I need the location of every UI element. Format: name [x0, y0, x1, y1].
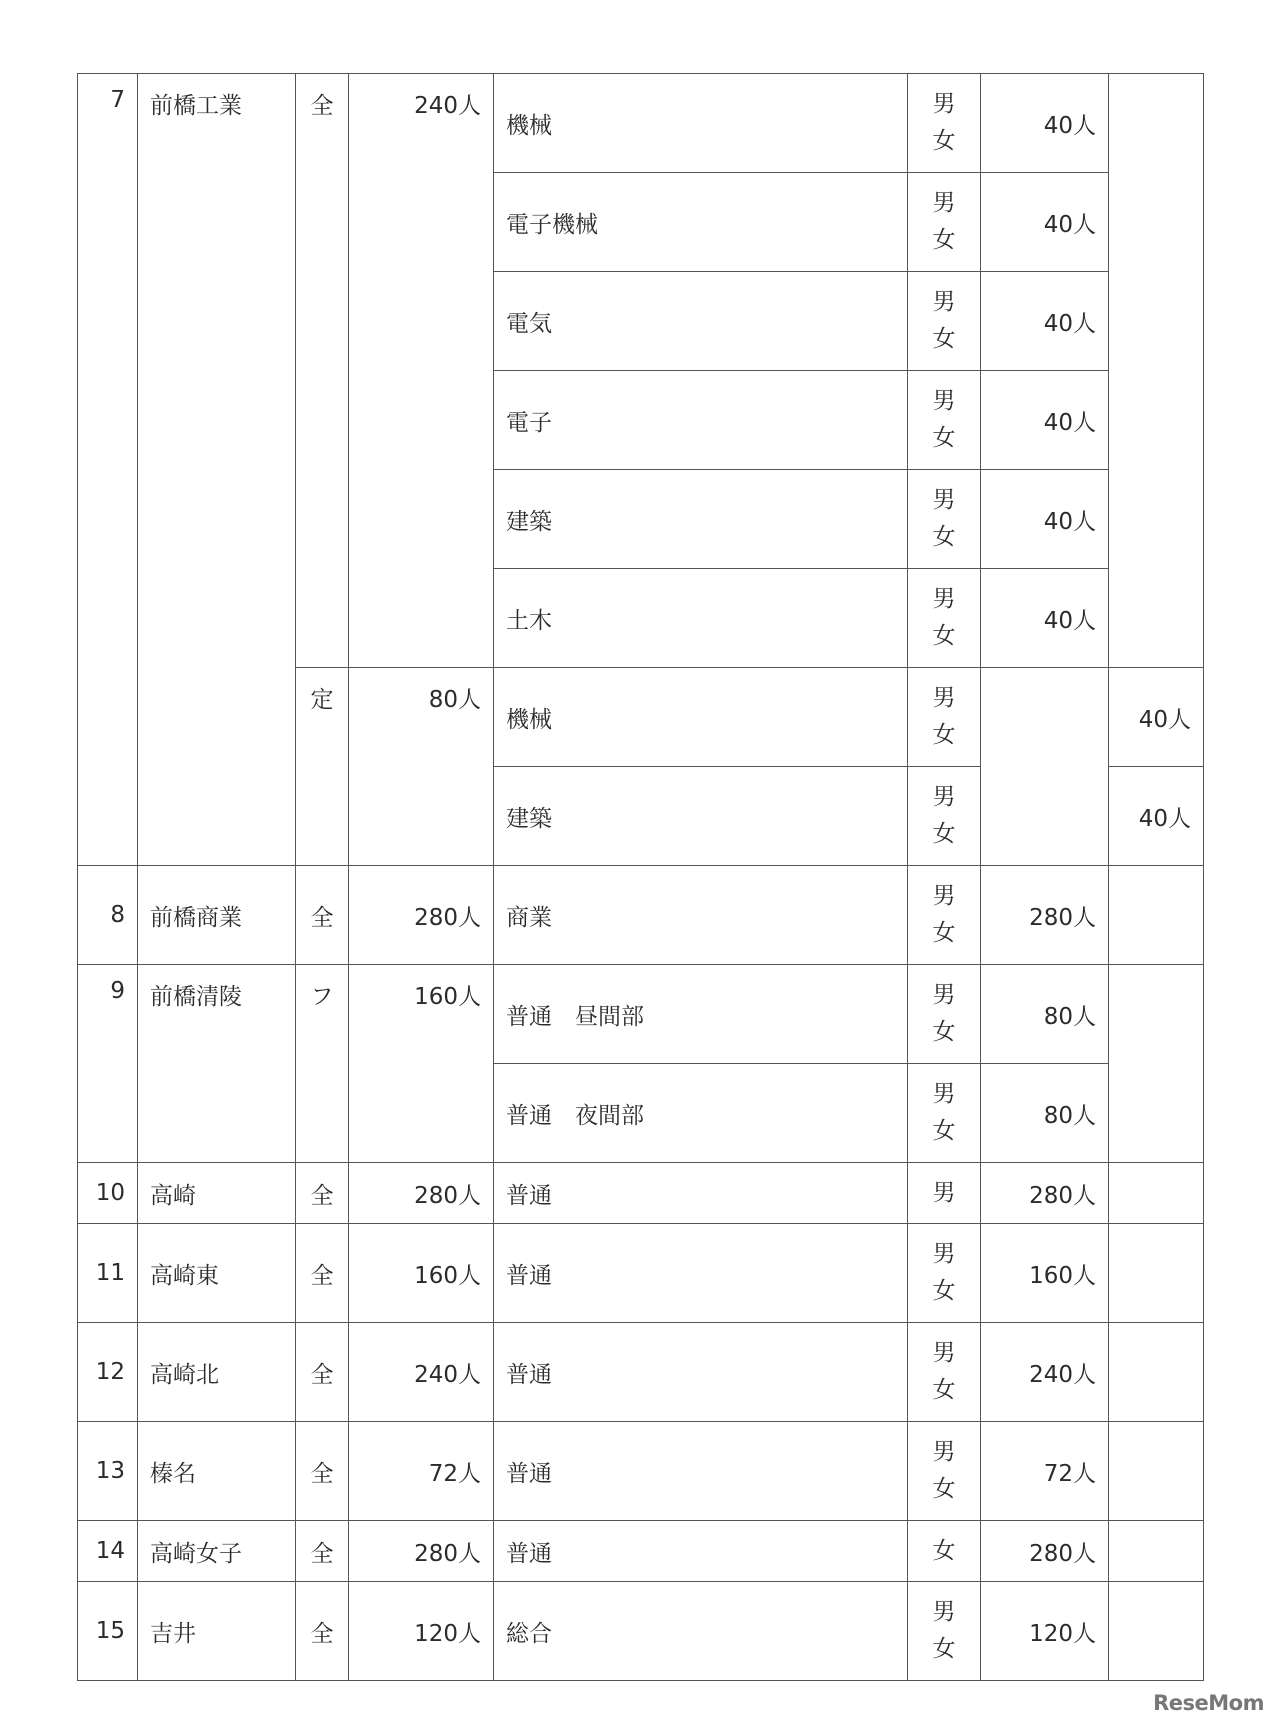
course-name: 普通: [494, 1224, 908, 1323]
course-name: 電子機械: [494, 173, 908, 272]
course-capacity: 80人: [981, 1064, 1109, 1163]
gender: [908, 74, 981, 173]
gender-label: 男: [932, 388, 956, 414]
row-number: 11: [78, 1224, 138, 1323]
row-number: 13: [78, 1422, 138, 1521]
course-capacity: 280人: [981, 866, 1109, 965]
gender-label: 女: [932, 821, 956, 847]
gender: [908, 1163, 981, 1224]
course-name: 商業: [494, 866, 908, 965]
table-row: [78, 1582, 1204, 1681]
gender-label: 女: [932, 1278, 956, 1304]
gender-label: 女: [932, 623, 956, 649]
gender-label: 男: [932, 1241, 956, 1267]
course-name: 建築: [494, 470, 908, 569]
table-row: [78, 866, 1204, 965]
course-capacity: 40人: [981, 470, 1109, 569]
row-number: 12: [78, 1323, 138, 1422]
gender-label: 男: [932, 586, 956, 612]
gender-label: 女: [932, 326, 956, 352]
group-capacity: 120人: [349, 1582, 494, 1681]
group-capacity: 160人: [349, 965, 494, 1163]
table-row: [78, 965, 1204, 1064]
group-capacity: 160人: [349, 1224, 494, 1323]
course-capacity: 40人: [981, 173, 1109, 272]
group-capacity: 240人: [349, 74, 494, 668]
gender-label: 男: [932, 1439, 956, 1465]
gender: [908, 866, 981, 965]
gender: [908, 371, 981, 470]
table-row: [78, 1422, 1204, 1521]
gender: [908, 767, 981, 866]
gender-label: 男: [932, 685, 956, 711]
group-capacity: 280人: [349, 1163, 494, 1224]
gender-label: 女: [932, 1118, 956, 1144]
school-name: 高崎東: [138, 1224, 296, 1323]
evening-capacity: 40人: [1109, 668, 1204, 767]
school-name: 前橋工業: [138, 74, 296, 866]
group-capacity: 80人: [349, 668, 494, 866]
row-number: 15: [78, 1582, 138, 1681]
evening-capacity: [1109, 74, 1204, 668]
course-capacity: 40人: [981, 74, 1109, 173]
remarks: [1109, 866, 1204, 965]
gender-label: 女: [932, 722, 956, 748]
gender: [908, 668, 981, 767]
admissions-capacity-table: [77, 73, 1204, 1681]
course-name: 普通 夜間部: [494, 1064, 908, 1163]
course-capacity: 40人: [981, 569, 1109, 668]
course-type: 全: [296, 1521, 349, 1582]
gender: [908, 1521, 981, 1582]
school-name: 高崎: [138, 1163, 296, 1224]
course-name: 電子: [494, 371, 908, 470]
table-row: [78, 1323, 1204, 1422]
gender: [908, 470, 981, 569]
gender-label: 女: [932, 524, 956, 550]
gender-label: 女: [932, 1019, 956, 1045]
course-name: 建築: [494, 767, 908, 866]
gender-label: 女: [932, 425, 956, 451]
gender-label: 男: [932, 487, 956, 513]
resemom-logo: ReseMom: [1153, 1691, 1264, 1715]
gender-label: 男: [932, 289, 956, 315]
school-name: 前橋商業: [138, 866, 296, 965]
group-capacity: 240人: [349, 1323, 494, 1422]
gender-label: 男: [932, 1340, 956, 1366]
course-name: 機械: [494, 668, 908, 767]
table-row: [78, 74, 1204, 173]
course-type: 全: [296, 1323, 349, 1422]
group-capacity: 280人: [349, 1521, 494, 1582]
table-row: [78, 1163, 1204, 1224]
gender-label: 男: [932, 190, 956, 216]
remarks: [1109, 1323, 1204, 1422]
gender: [908, 1422, 981, 1521]
gender: [908, 1064, 981, 1163]
remarks: [1109, 1582, 1204, 1681]
course-name: 普通: [494, 1521, 908, 1582]
course-type: 全: [296, 1163, 349, 1224]
course-name: 普通: [494, 1323, 908, 1422]
gender: [908, 965, 981, 1064]
course-type: 全: [296, 74, 349, 668]
gender-label: 男: [932, 883, 956, 909]
gender-label: 女: [932, 1476, 956, 1502]
course-capacity: 80人: [981, 965, 1109, 1064]
gender: [908, 173, 981, 272]
course-name: 総合: [494, 1582, 908, 1681]
gender: [908, 569, 981, 668]
course-capacity: [981, 668, 1109, 866]
course-capacity: 72人: [981, 1422, 1109, 1521]
row-number: 14: [78, 1521, 138, 1582]
course-name: 普通: [494, 1163, 908, 1224]
gender-label: 女: [932, 128, 956, 154]
gender: [908, 1582, 981, 1681]
course-type: 全: [296, 1582, 349, 1681]
row-number: 8: [78, 866, 138, 965]
school-name: 前橋清陵: [138, 965, 296, 1163]
course-type: 全: [296, 866, 349, 965]
course-name: 電気: [494, 272, 908, 371]
gender-label: 女: [932, 1537, 956, 1564]
table-row: [78, 1521, 1204, 1582]
remarks: [1109, 1521, 1204, 1582]
course-capacity: 120人: [981, 1582, 1109, 1681]
gender-label: 女: [932, 1377, 956, 1403]
course-capacity: 240人: [981, 1323, 1109, 1422]
gender: [908, 1323, 981, 1422]
remarks: [1109, 1224, 1204, 1323]
course-capacity: 40人: [981, 272, 1109, 371]
course-type: 全: [296, 1422, 349, 1521]
school-name: 榛名: [138, 1422, 296, 1521]
table-row: [78, 1224, 1204, 1323]
course-name: 機械: [494, 74, 908, 173]
gender-label: 女: [932, 920, 956, 946]
remarks: [1109, 965, 1204, 1163]
gender: [908, 272, 981, 371]
school-name: 高崎女子: [138, 1521, 296, 1582]
course-type: 定: [296, 668, 349, 866]
course-type: フ: [296, 965, 349, 1163]
school-name: 高崎北: [138, 1323, 296, 1422]
course-capacity: 280人: [981, 1163, 1109, 1224]
row-number: 7: [78, 74, 138, 866]
school-name: 吉井: [138, 1582, 296, 1681]
gender: [908, 1224, 981, 1323]
gender-label: 男: [932, 1599, 956, 1625]
course-name: 普通 昼間部: [494, 965, 908, 1064]
row-number: 9: [78, 965, 138, 1163]
course-name: 普通: [494, 1422, 908, 1521]
gender-label: 女: [932, 227, 956, 253]
group-capacity: 72人: [349, 1422, 494, 1521]
gender-label: 女: [932, 1636, 956, 1662]
evening-capacity: 40人: [1109, 767, 1204, 866]
group-capacity: 280人: [349, 866, 494, 965]
gender-label: 男: [932, 1179, 956, 1206]
course-name: 土木: [494, 569, 908, 668]
row-number: 10: [78, 1163, 138, 1224]
course-capacity: 40人: [981, 371, 1109, 470]
remarks: [1109, 1422, 1204, 1521]
gender-label: 男: [932, 91, 956, 117]
gender-label: 男: [932, 982, 956, 1008]
gender-label: 男: [932, 784, 956, 810]
course-type: 全: [296, 1224, 349, 1323]
course-capacity: 280人: [981, 1521, 1109, 1582]
remarks: [1109, 1163, 1204, 1224]
gender-label: 男: [932, 1081, 956, 1107]
course-capacity: 160人: [981, 1224, 1109, 1323]
